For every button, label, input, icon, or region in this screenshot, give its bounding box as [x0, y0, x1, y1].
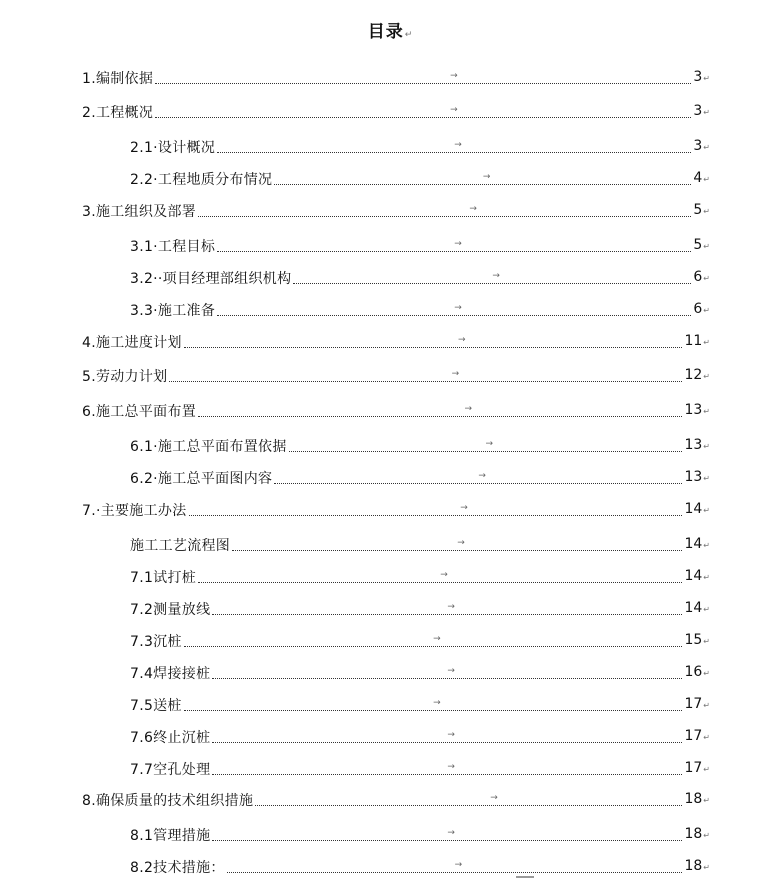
toc-page-number: 12↵	[684, 367, 710, 383]
toc-dot-leader	[217, 239, 691, 252]
paragraph-mark-icon: ↵	[703, 372, 710, 381]
toc-page-number: 5↵	[693, 202, 710, 218]
toc-entry-7[interactable]	[82, 501, 710, 521]
toc-dot-leader	[212, 730, 682, 743]
toc-entry-label: 2.工程概况	[82, 105, 154, 121]
tab-arrow-icon: →	[447, 666, 455, 676]
toc-dot-leader	[217, 140, 691, 153]
tab-arrow-icon: →	[458, 335, 466, 345]
paragraph-mark-icon: ↵	[703, 175, 710, 184]
toc-entry-2[interactable]	[82, 103, 710, 123]
toc-dot-leader	[189, 503, 683, 516]
toc-entry-8[interactable]	[82, 791, 710, 811]
toc-dot-leader	[227, 860, 683, 873]
toc-dot-leader	[198, 204, 691, 217]
toc-entry-label: 7.·主要施工办法	[82, 503, 187, 519]
paragraph-mark-icon: ↵	[703, 108, 710, 117]
tab-arrow-icon: →	[433, 634, 441, 644]
paragraph-mark-icon: ↵	[703, 637, 710, 646]
toc-entry-6[interactable]	[82, 402, 710, 422]
toc-entry-3-2[interactable]	[130, 269, 710, 289]
toc-entry-label: 7.1试打桩	[130, 570, 197, 586]
tab-arrow-icon: →	[454, 303, 462, 313]
toc-dot-leader	[212, 666, 682, 679]
paragraph-mark-icon: ↵	[703, 143, 710, 152]
paragraph-mark-icon: ↵	[703, 207, 710, 216]
toc-dot-leader	[212, 762, 682, 775]
toc-page-number: 14↵	[684, 568, 710, 584]
toc-entry-7-5[interactable]	[130, 696, 710, 716]
toc-dot-leader	[184, 698, 683, 711]
toc-page-number: 3↵	[693, 69, 710, 85]
paragraph-mark-icon: ↵	[703, 669, 710, 678]
toc-dot-leader	[232, 538, 682, 551]
toc-entry-7-3[interactable]	[130, 632, 710, 652]
toc-page-number: 18↵	[684, 791, 710, 807]
toc-dot-leader	[184, 335, 683, 348]
tab-arrow-icon: →	[450, 105, 458, 115]
toc-entry-label: 7.6终止沉桩	[130, 730, 211, 746]
toc-entry-label: 8.1管理措施	[130, 828, 211, 844]
tab-arrow-icon: →	[469, 204, 477, 214]
toc-page-number: 13↵	[684, 437, 710, 453]
tab-arrow-icon: →	[447, 602, 455, 612]
tab-arrow-icon: →	[485, 439, 494, 449]
toc-entry-7-6[interactable]	[130, 728, 710, 748]
toc-page-number: 4↵	[693, 170, 710, 186]
toc-page-number: 6↵	[693, 269, 710, 285]
tab-arrow-icon: →	[492, 271, 500, 281]
toc-page-number: 16↵	[684, 664, 710, 680]
toc-page-number: 17↵	[684, 728, 710, 744]
toc-page-number: 5↵	[693, 237, 710, 253]
toc-dot-leader	[212, 828, 682, 841]
paragraph-mark-icon: ↵	[703, 242, 710, 251]
toc-entry-label: 7.4焊接接桩	[130, 666, 211, 682]
tab-arrow-icon: →	[454, 140, 462, 150]
toc-dot-leader	[289, 439, 683, 452]
toc-page-number: 18↵	[684, 858, 710, 874]
paragraph-mark-icon: ↵	[703, 831, 710, 840]
toc-entry-7-2[interactable]	[130, 600, 710, 620]
toc-page-number: 3↵	[693, 103, 710, 119]
paragraph-mark-icon: ↵	[703, 765, 710, 774]
toc-entry-label: 6.施工总平面布置	[82, 404, 197, 420]
toc-entry-label: 3.2··项目经理部组织机构	[130, 271, 292, 287]
toc-page-number: 13↵	[684, 402, 710, 418]
toc-entry-label: 施工工艺流程图	[130, 538, 231, 554]
toc-entry-label: 6.1·施工总平面布置依据	[130, 439, 287, 455]
toc-entry-label: 2.1·设计概况	[130, 140, 216, 156]
toc-page-number: 3↵	[693, 138, 710, 154]
paragraph-mark-icon: ↵	[703, 733, 710, 742]
tab-arrow-icon: →	[447, 730, 455, 740]
toc-entry-7-flow[interactable]	[130, 536, 710, 556]
toc-entry-label: 5.劳动力计划	[82, 369, 168, 385]
toc-entry-label: 8.确保质量的技术组织措施	[82, 793, 254, 809]
toc-entry-8-2[interactable]	[130, 858, 710, 878]
toc-entry-3-1[interactable]	[130, 237, 710, 257]
toc-entry-8-1[interactable]	[130, 826, 710, 846]
paragraph-mark-icon: ↵	[703, 74, 710, 83]
toc-dot-leader	[274, 471, 682, 484]
toc-page-number: 14↵	[684, 536, 710, 552]
toc-entry-3-3[interactable]	[130, 301, 710, 321]
toc-entry-label: 3.3·施工准备	[130, 303, 216, 319]
toc-entry-label: 7.7空孔处理	[130, 762, 211, 778]
toc-page-number: 17↵	[684, 696, 710, 712]
toc-entry-label: 8.2技术措施：	[130, 860, 225, 876]
toc-entry-label: 7.2测量放线	[130, 602, 211, 618]
toc-page-number: 17↵	[684, 760, 710, 776]
tab-arrow-icon: →	[433, 698, 441, 708]
toc-entry-2-2[interactable]	[130, 170, 710, 190]
toc-entry-1[interactable]	[82, 69, 710, 89]
tab-arrow-icon: →	[451, 369, 460, 379]
tab-arrow-icon: →	[482, 172, 491, 182]
tab-arrow-icon: →	[490, 793, 498, 803]
paragraph-mark-icon: ↵	[703, 863, 710, 872]
toc-entry-3[interactable]	[82, 202, 710, 222]
tab-arrow-icon: →	[478, 471, 486, 481]
paragraph-mark-icon: ↵	[703, 474, 710, 483]
toc-entry-7-1[interactable]	[130, 568, 710, 588]
toc-entry-label: 1.编制依据	[82, 71, 154, 87]
paragraph-mark-icon: ↵	[703, 274, 710, 283]
tab-arrow-icon: →	[450, 71, 458, 81]
toc-entry-label: 3.施工组织及部署	[82, 204, 197, 220]
toc-dot-leader	[198, 404, 682, 417]
toc-entry-6-2[interactable]	[130, 469, 710, 489]
page-title-text: 目录	[367, 22, 404, 42]
paragraph-mark-icon: ↵	[703, 605, 710, 614]
toc-dot-leader	[293, 271, 691, 284]
toc-entry-label: 6.2·施工总平面图内容	[130, 471, 273, 487]
tab-arrow-icon: →	[447, 762, 455, 772]
tab-arrow-icon: →	[454, 239, 462, 249]
toc-entry-4[interactable]	[82, 333, 710, 353]
paragraph-mark-icon: ↵	[703, 796, 710, 805]
toc-entry-6-1[interactable]	[130, 437, 710, 457]
tab-arrow-icon: →	[440, 570, 448, 580]
toc-dot-leader	[274, 172, 691, 185]
toc-entry-2-1[interactable]	[130, 138, 710, 158]
toc-entry-7-7[interactable]	[130, 760, 710, 780]
toc-dot-leader	[155, 105, 691, 118]
toc-page-number: 14↵	[684, 501, 710, 517]
tab-arrow-icon: →	[457, 538, 465, 548]
toc-page-number: 13↵	[684, 469, 710, 485]
paragraph-mark-icon: ↵	[703, 306, 710, 315]
toc-page-number: 6↵	[693, 301, 710, 317]
paragraph-mark-icon: ↵	[703, 407, 710, 416]
toc-entry-label: 3.1·工程目标	[130, 239, 216, 255]
toc-page-number: 11↵	[684, 333, 710, 349]
tab-arrow-icon: →	[447, 828, 455, 838]
toc-entry-label: 7.3沉桩	[130, 634, 182, 650]
toc-entry-label: 4.施工进度计划	[82, 335, 182, 351]
paragraph-mark-icon: ↵	[404, 30, 414, 40]
toc-dot-leader	[198, 570, 682, 583]
paragraph-mark-icon: ↵	[703, 442, 710, 451]
toc-entry-7-4[interactable]	[130, 664, 710, 684]
paragraph-mark-icon: ↵	[703, 573, 710, 582]
tab-arrow-icon: →	[454, 860, 463, 870]
toc-page-number: 18↵	[684, 826, 710, 842]
toc-entry-label: 7.5送桩	[130, 698, 182, 714]
paragraph-mark-icon: ↵	[703, 541, 710, 550]
page-divider	[516, 876, 534, 878]
toc-dot-leader	[155, 71, 691, 84]
toc-dot-leader	[169, 369, 682, 382]
toc-dot-leader	[255, 793, 682, 806]
tab-arrow-icon: →	[464, 404, 473, 414]
paragraph-mark-icon: ↵	[703, 338, 710, 347]
tab-arrow-icon: →	[460, 503, 468, 513]
paragraph-mark-icon: ↵	[703, 506, 710, 515]
toc-page-number: 14↵	[684, 600, 710, 616]
toc-dot-leader	[212, 602, 682, 615]
toc-entry-label: 2.2·工程地质分布情况	[130, 172, 273, 188]
toc-dot-leader	[217, 303, 691, 316]
toc-entry-5[interactable]	[82, 367, 710, 387]
toc-dot-leader	[184, 634, 683, 647]
toc-page-number: 15↵	[684, 632, 710, 648]
paragraph-mark-icon: ↵	[703, 701, 710, 710]
